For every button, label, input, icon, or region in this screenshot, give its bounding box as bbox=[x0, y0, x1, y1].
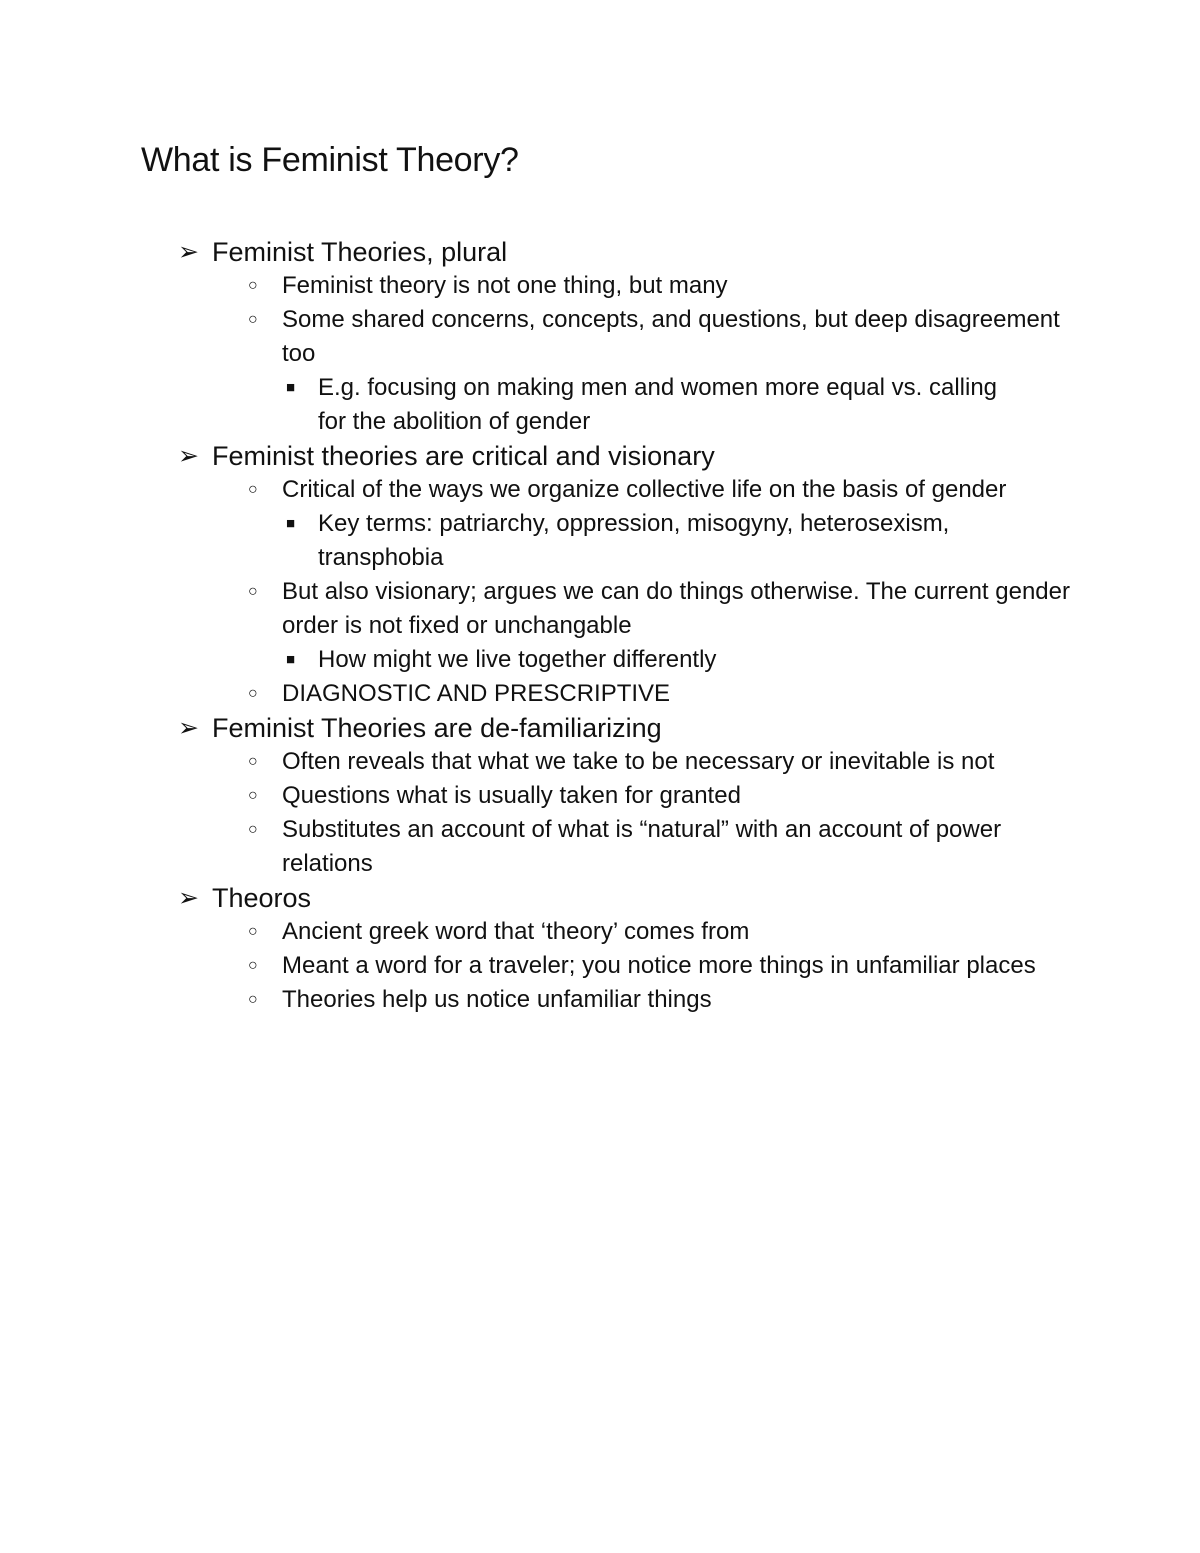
list-item bbox=[248, 779, 1082, 813]
arrow-bullet-icon: ➢ bbox=[178, 714, 199, 742]
list-item bbox=[248, 983, 1082, 1017]
section-label: Feminist theories are critical and visionary bbox=[212, 441, 715, 471]
section-item bbox=[178, 881, 1078, 1017]
hollow-circle-bullet-icon: ○ bbox=[248, 821, 258, 838]
sub-sub-list bbox=[178, 643, 1078, 677]
list-item bbox=[248, 575, 1072, 643]
section-item bbox=[178, 235, 1078, 439]
hollow-circle-bullet-icon: ○ bbox=[248, 311, 258, 328]
item-label: Ancient greek word that ‘theory’ comes from bbox=[282, 918, 750, 945]
list-item bbox=[284, 643, 1018, 677]
list-item bbox=[248, 269, 1082, 303]
sub-sub-list bbox=[178, 507, 1078, 575]
list-item bbox=[248, 813, 1072, 881]
section-heading bbox=[178, 711, 1078, 745]
section-heading bbox=[178, 881, 1078, 915]
square-bullet-icon: ■ bbox=[286, 379, 296, 396]
list-item bbox=[284, 371, 1018, 439]
hollow-circle-bullet-icon: ○ bbox=[248, 753, 258, 770]
hollow-circle-bullet-icon: ○ bbox=[248, 685, 258, 702]
section-item bbox=[178, 711, 1078, 881]
section-label: Feminist Theories are de-familiarizing bbox=[212, 713, 662, 743]
outline-list bbox=[178, 235, 1078, 1017]
item-label: But also visionary; argues we can do things otherwise. The current gender order is not fixed or unchangable bbox=[282, 578, 1070, 639]
item-label: Theories help us notice unfamiliar things bbox=[282, 986, 712, 1013]
item-label: Questions what is usually taken for granted bbox=[282, 782, 741, 809]
section-heading bbox=[178, 235, 1078, 269]
section-label: Theoros bbox=[212, 883, 312, 913]
sub-list bbox=[178, 745, 1078, 881]
subitem-label: Key terms: patriarchy, oppression, misogyny, heterosexism, transphobia bbox=[318, 510, 950, 571]
list-item bbox=[248, 677, 1082, 711]
hollow-circle-bullet-icon: ○ bbox=[248, 277, 258, 294]
hollow-circle-bullet-icon: ○ bbox=[248, 957, 258, 974]
hollow-circle-bullet-icon: ○ bbox=[248, 481, 258, 498]
hollow-circle-bullet-icon: ○ bbox=[248, 583, 258, 600]
item-label: Some shared concerns, concepts, and questions, but deep disagreement too bbox=[282, 306, 1060, 367]
list-item bbox=[248, 473, 1102, 507]
list-item bbox=[248, 949, 1042, 983]
square-bullet-icon: ■ bbox=[286, 515, 296, 532]
list-item bbox=[284, 507, 1018, 575]
item-label: Critical of the ways we organize collective life on the basis of gender bbox=[282, 476, 1007, 503]
sub-list bbox=[178, 473, 1078, 711]
list-item bbox=[248, 745, 1102, 779]
list-item bbox=[248, 915, 1082, 949]
square-bullet-icon: ■ bbox=[286, 651, 296, 668]
sub-list bbox=[178, 915, 1078, 1017]
item-label: Substitutes an account of what is “natural” with an account of power relations bbox=[282, 816, 1002, 877]
section-item bbox=[178, 439, 1078, 711]
arrow-bullet-icon: ➢ bbox=[178, 238, 199, 266]
item-label: Feminist theory is not one thing, but many bbox=[282, 272, 728, 299]
item-label: DIAGNOSTIC AND PRESCRIPTIVE bbox=[282, 680, 671, 707]
section-label: Feminist Theories, plural bbox=[212, 237, 508, 267]
arrow-bullet-icon: ➢ bbox=[178, 442, 199, 470]
hollow-circle-bullet-icon: ○ bbox=[248, 991, 258, 1008]
hollow-circle-bullet-icon: ○ bbox=[248, 787, 258, 804]
sub-sub-list bbox=[178, 371, 1078, 439]
page-title: What is Feminist Theory? bbox=[141, 141, 519, 179]
list-item bbox=[248, 303, 1082, 371]
hollow-circle-bullet-icon: ○ bbox=[248, 923, 258, 940]
item-label: Often reveals that what we take to be necessary or inevitable is not bbox=[282, 748, 995, 775]
subitem-label: How might we live together differently bbox=[318, 646, 717, 673]
subitem-label: E.g. focusing on making men and women more equal vs. calling for the abolition of gender bbox=[318, 374, 998, 435]
arrow-bullet-icon: ➢ bbox=[178, 884, 199, 912]
item-label: Meant a word for a traveler; you notice more things in unfamiliar places bbox=[282, 952, 1036, 979]
sub-list bbox=[178, 269, 1078, 439]
section-heading bbox=[178, 439, 1078, 473]
